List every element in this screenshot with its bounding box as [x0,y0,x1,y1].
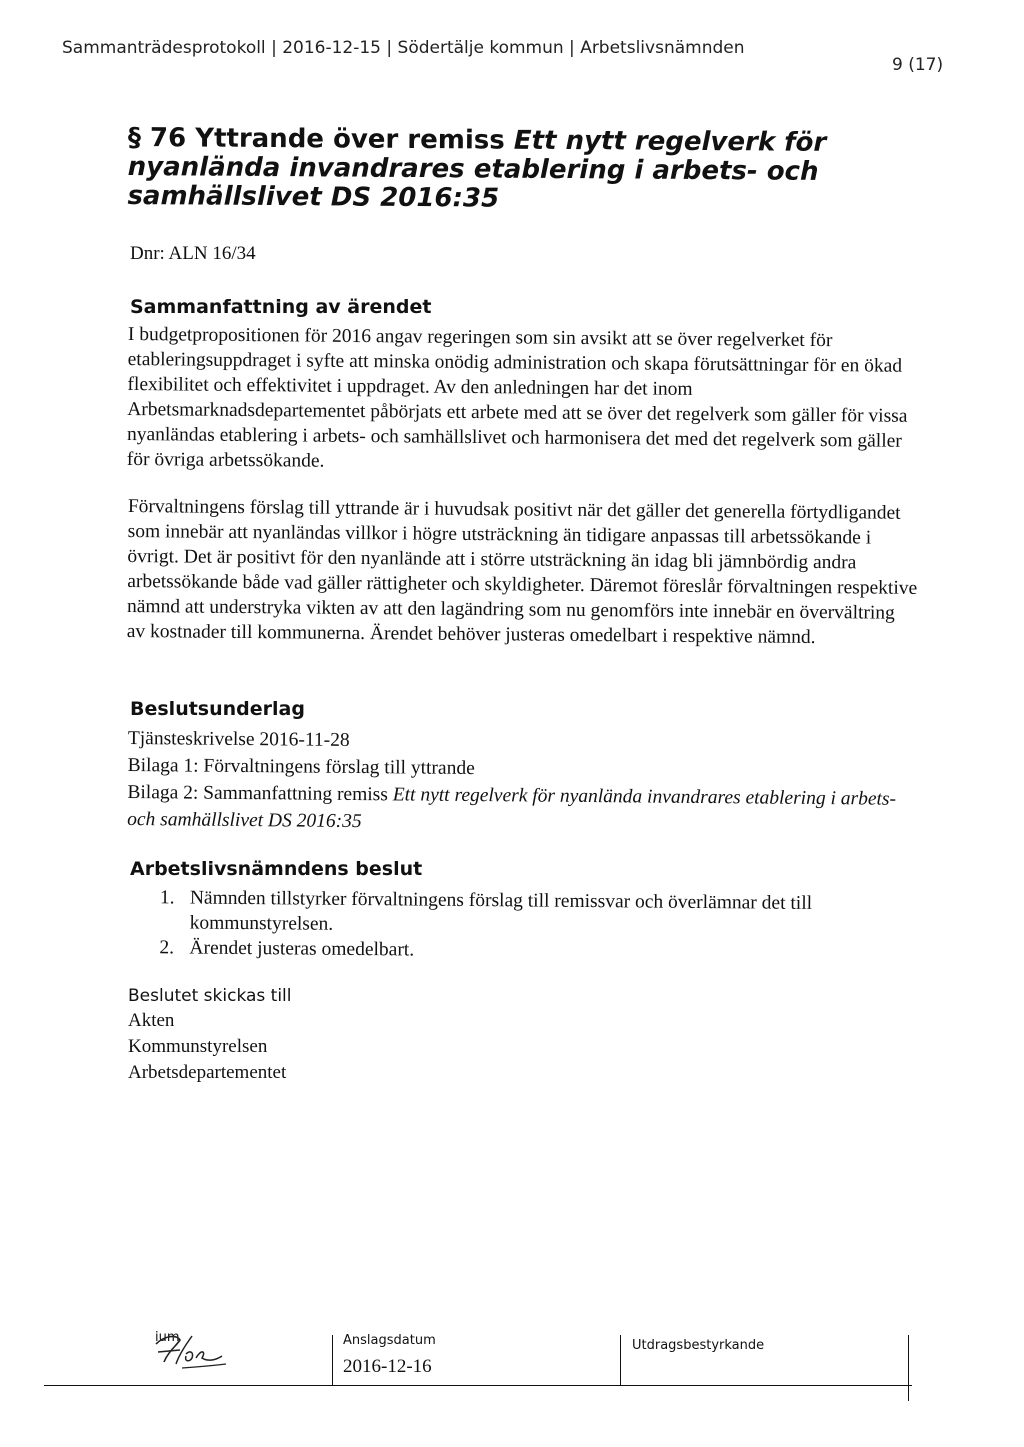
posting-date-label: Anslagsdatum [343,1333,436,1348]
posting-date-value: 2016-12-16 [343,1356,432,1377]
footer-bottom-line [44,1385,912,1386]
basis-item [127,779,917,840]
basis-list [127,725,918,840]
decision-item-number: 2. [159,937,175,959]
recipient: Kommunstyrelsen [128,1036,268,1057]
recipients-list [128,1008,286,1086]
case-number: Dnr: ALN 16/34 [130,243,256,264]
summary-paragraph: I budgetpropositionen för 2016 angav regeringen som sin avsikt att se över regelverket för etableringsuppdraget i syfte att minska onödig administration och skapa förutsättningar för en ökad flexibilitet och effektivitet i uppdraget. Av den anledningen har det inom Arbetsmarknadsdepartementet påbörjats ett arbete med att se över det regelverk som gäller för vissa nyanländas etablering i arbets- och samhällslivet och harmonisera det med det regelverk som gäller för övriga arbetssökande. [126,323,908,472]
handwritten-signature [146,1322,236,1372]
decision-item [128,885,888,942]
recipients-heading: Beslutet skickas till [128,986,292,1006]
basis-item-italic: Ett nytt regelverk för nyanlända invandrares etablering i arbets- och samhällslivet DS 2016:35 [127,784,897,833]
signature-label: ium [155,1330,180,1345]
footer-divider [620,1335,621,1385]
decision-item-text: Ärendet justeras omedelbart. [189,937,415,961]
footer-divider [332,1335,333,1385]
decision-list [127,885,888,967]
decision-heading: Arbetslivsnämndens beslut [130,858,423,880]
page-number: 9 (17) [892,55,944,75]
section-title-italic: Ett nytt regelverk för nyanlända invandrares etablering i arbets- och samhällslivet DS 2016:35 [127,125,827,214]
page-header: Sammanträdesprotokoll | 2016-12-15 | Södertälje kommun | Arbetslivsnämnden [62,38,745,58]
basis-heading: Beslutsunderlag [130,698,305,720]
recipient: Arbetsdepartementet [128,1062,287,1083]
decision-item-text: Nämnden tillstyrker förvaltningens förslag till remissvar och överlämnar det till kommunstyrelsen. [189,887,813,935]
basis-item: Tjänsteskrivelse 2016-11-28 [127,727,350,751]
summary-heading: Sammanfattning av ärendet [130,296,432,318]
proposal-paragraph: Förvaltningens förslag till yttrande är i huvudsak positivt när det gäller det generella förtydligandet som innebär att nyanländas villkor i högre utsträckning än tidigare anpassas till arbetssökande i övrigt. Det är positivt för den nyanlände att i större utsträckning än idag bli jämnbördig andra arbetssökande både vad gäller rättigheter och skyldigheter. Däremot föreslår förvaltningen respektive nämnd att understryka vikten av att den lagändring som nu genomförs inte innebär en övervältring av kostnader till kommunerna. Ärendet behöver justeras omedelbart i respektive nämnd. [126,495,918,649]
basis-item-prefix: Bilaga 2: Sammanfattning remiss [127,781,393,806]
decision-item [127,935,887,967]
recipient: Akten [128,1010,175,1031]
basis-item: Bilaga 1: Förvaltningens förslag till yttrande [127,754,475,780]
decision-item-number: 1. [159,887,175,909]
section-title-prefix: § 76 Yttrande över remiss [127,123,514,156]
section-title [127,124,948,217]
footer-divider [908,1335,909,1401]
extract-certifier-label: Utdragsbestyrkande [632,1338,765,1353]
